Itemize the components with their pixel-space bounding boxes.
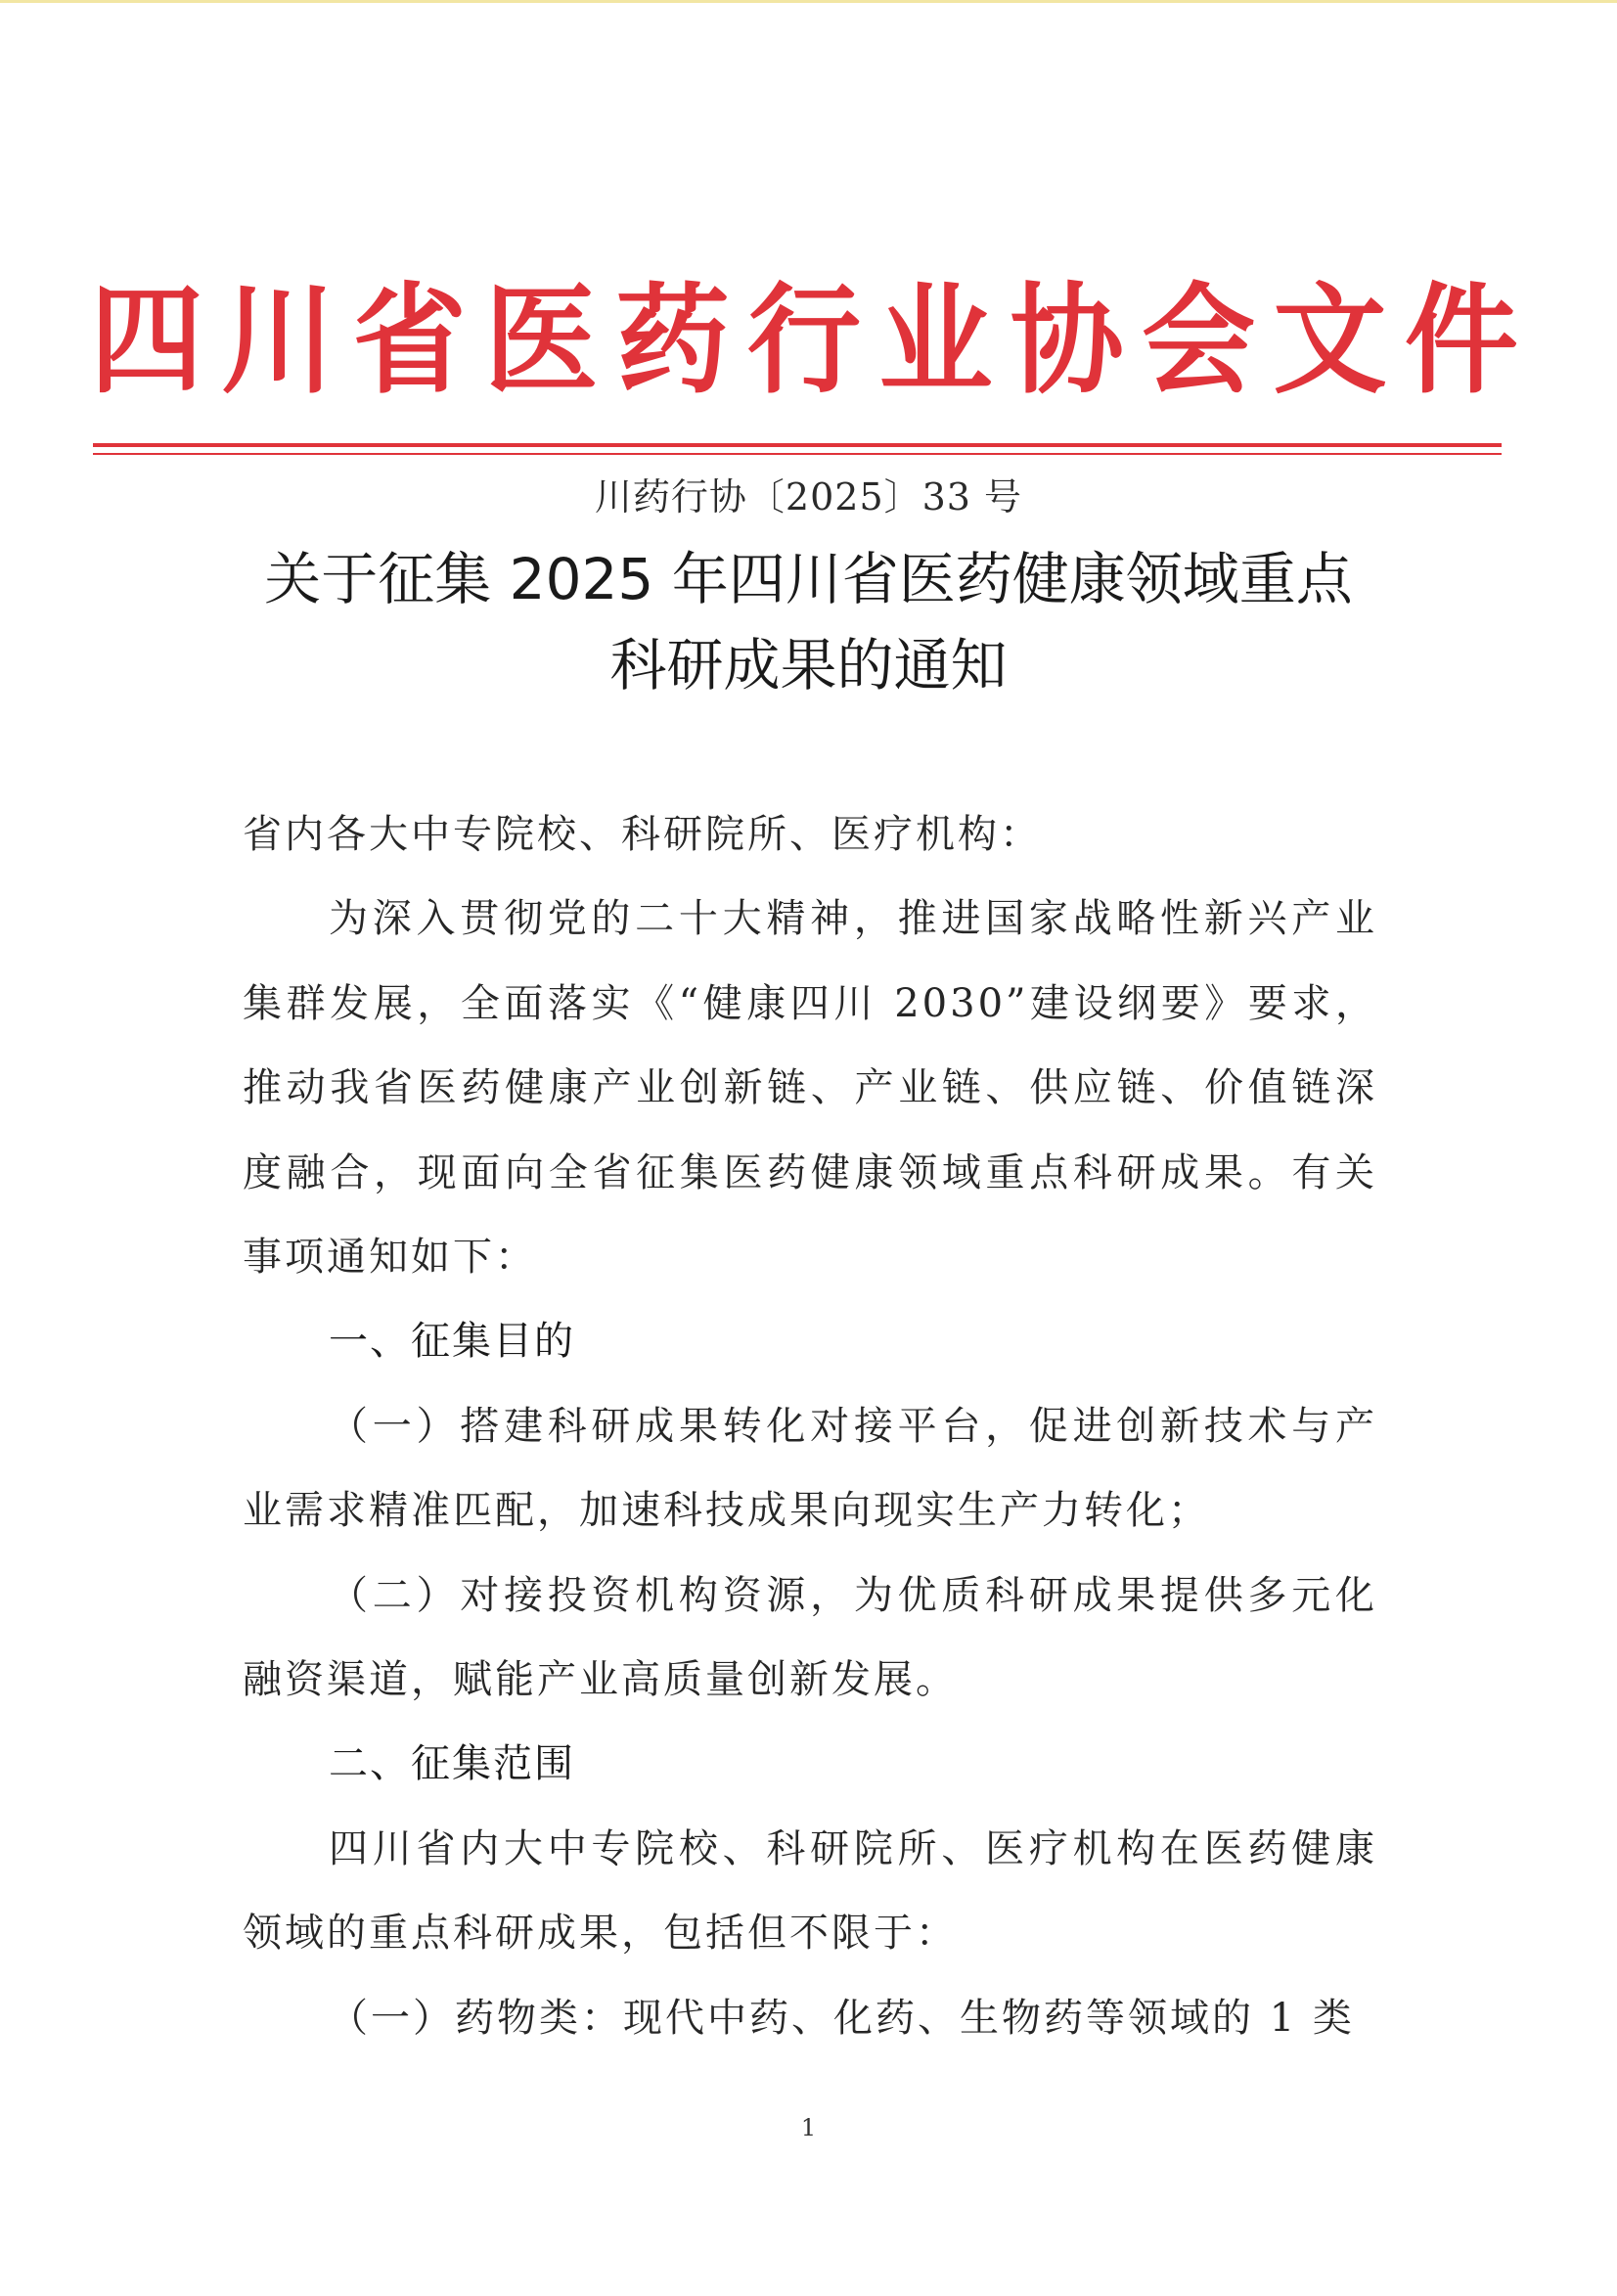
letterhead-char: 文: [1273, 270, 1387, 411]
document-number: 川药行协〔2025〕33 号: [594, 475, 1023, 518]
letterhead-char: 会: [1142, 270, 1256, 411]
document-title-line-1: 关于征集 2025 年四川省医药健康领域重点: [264, 546, 1353, 612]
document-title-line-2: 科研成果的通知: [609, 632, 1008, 698]
section-heading-purpose: 一、征集目的: [329, 1319, 575, 1365]
scope-paragraph: 四川省内大中专院校、科研院所、医疗机构在医药健康领域的重点科研成果，包括但不限于：: [243, 1825, 1377, 1957]
letterhead-char: 医: [484, 270, 599, 411]
letterhead-char: 四: [90, 270, 203, 411]
page-number: 1: [800, 2114, 817, 2141]
letterhead-char: 行: [746, 270, 861, 411]
scan-top-edge: [0, 0, 1617, 3]
letterhead-title: [90, 272, 1518, 409]
letterhead-char: 件: [1404, 270, 1518, 411]
intro-paragraph: 为深入贯彻党的二十大精神，推进国家战略性新兴产业集群发展，全面落实《“健康四川 2030”建设纲要》要求，推动我省医药健康产业创新链、产业链、供应链、价值链深度融合，现面向全省征集医药健康领域重点科研成果。有关事项通知如下：: [243, 896, 1377, 1281]
letterhead-char: 协: [1010, 270, 1124, 411]
red-divider-thin: [93, 453, 1502, 455]
letterhead-char: 药: [615, 270, 730, 411]
scope-item-1: （一）药物类：现代中药、化药、生物药等领域的 1 类: [329, 1995, 1355, 2041]
letterhead-char: 业: [878, 270, 993, 411]
salutation: 省内各大中专院校、科研院所、医疗机构：: [243, 812, 1042, 857]
purpose-item-2: （二）对接投资机构资源，为优质科研成果提供多元化融资渠道，赋能产业高质量创新发展。: [243, 1572, 1377, 1703]
document-body: [243, 792, 1377, 2060]
letterhead-char: 川: [221, 270, 336, 411]
purpose-item-1: （一）搭建科研成果转化对接平台，促进创新技术与产业需求精准匹配，加速科技成果向现实生产力转化；: [243, 1403, 1377, 1534]
section-heading-scope: 二、征集范围: [329, 1741, 575, 1787]
letterhead-char: 省: [352, 270, 467, 411]
red-divider-thick: [93, 443, 1502, 447]
